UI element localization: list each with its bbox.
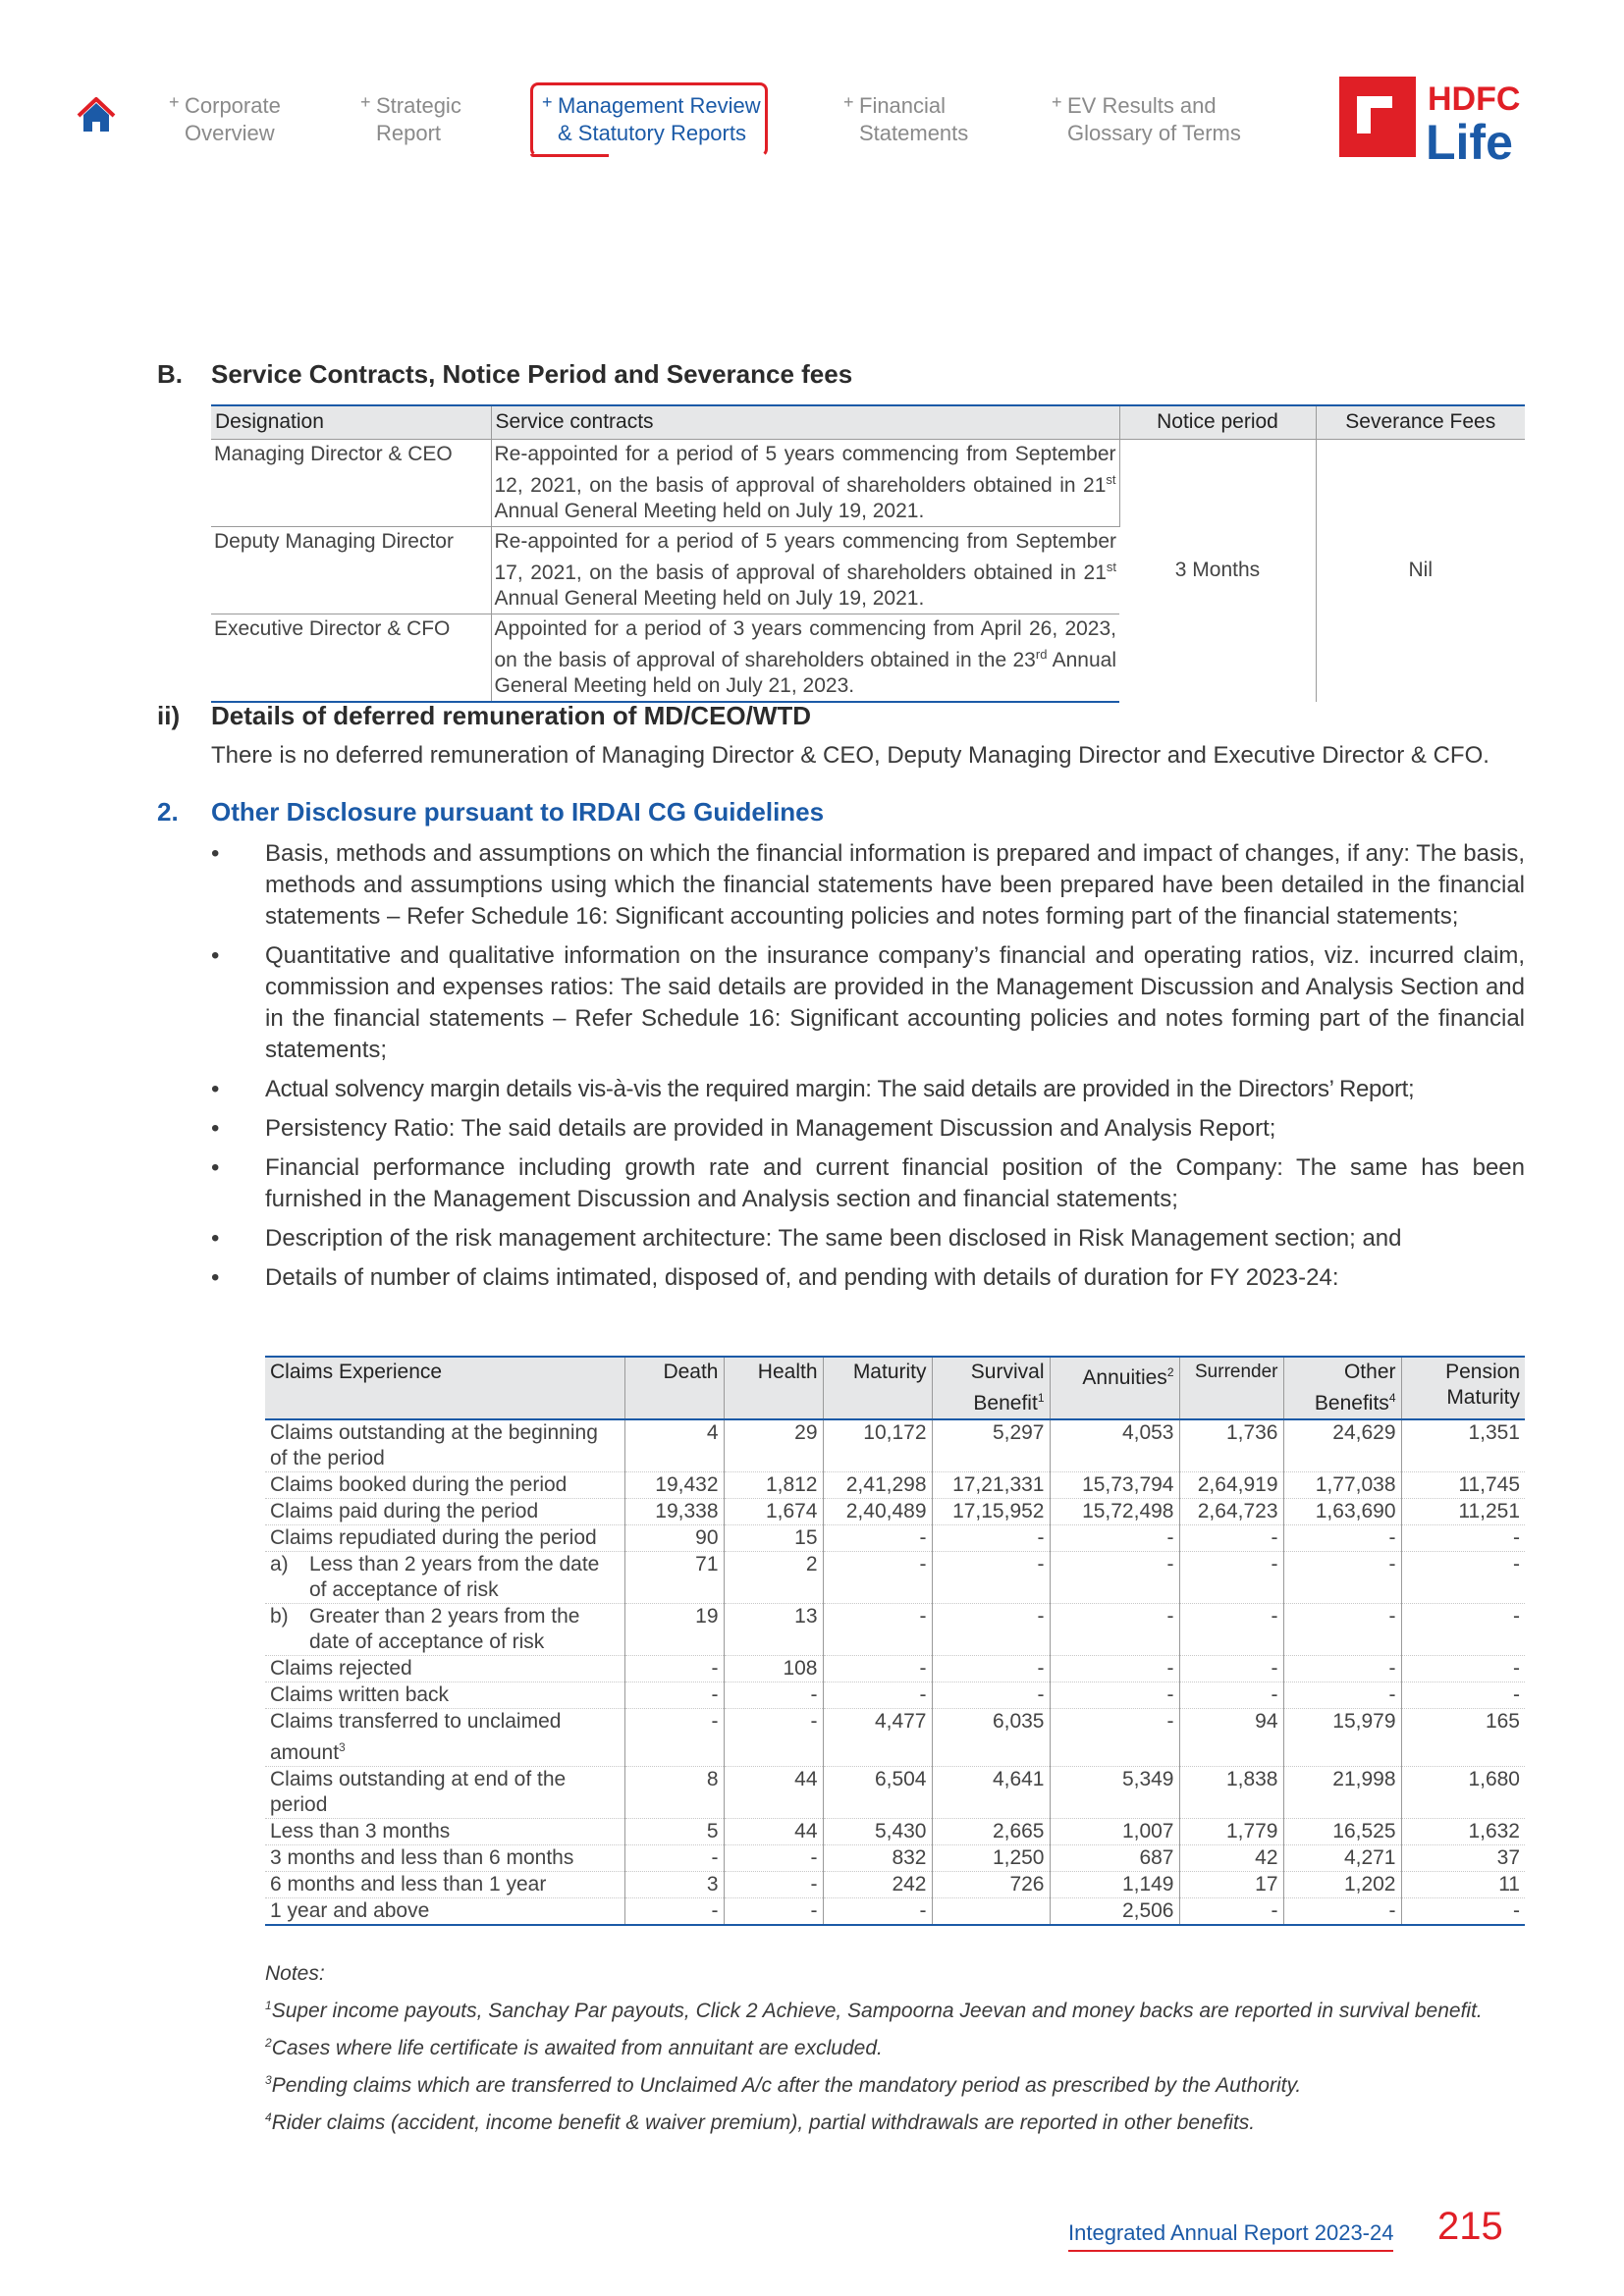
col-claims-experience: Claims Experience — [265, 1357, 624, 1419]
claims-value-cell: 3 — [624, 1872, 724, 1898]
claims-value-cell: 2,64,723 — [1179, 1499, 1283, 1525]
claims-value-cell: 8 — [624, 1767, 724, 1819]
claims-value-cell: - — [823, 1525, 932, 1552]
claims-value-cell — [932, 1898, 1050, 1926]
col-designation: Designation — [211, 405, 491, 439]
claims-value-cell: 37 — [1401, 1845, 1525, 1872]
claims-label-cell: 6 months and less than 1 year — [265, 1872, 624, 1898]
claims-value-cell: 1,202 — [1283, 1872, 1401, 1898]
claims-value-cell: - — [1283, 1552, 1401, 1604]
table-row — [265, 1682, 1525, 1709]
claims-value-cell: - — [1179, 1604, 1283, 1656]
claims-value-cell: 17,15,952 — [932, 1499, 1050, 1525]
disclosure-list — [211, 838, 1525, 1302]
section-ii-heading: ii) Details of deferred remuneration of MD/CEO/WTD — [157, 701, 812, 730]
claims-value-cell: - — [1283, 1682, 1401, 1709]
claims-value-cell: 165 — [1401, 1709, 1525, 1767]
claims-value-cell: - — [724, 1845, 823, 1872]
claims-value-cell: 108 — [724, 1656, 823, 1682]
claims-value-cell: 15,73,794 — [1050, 1472, 1179, 1499]
home-icon[interactable] — [75, 94, 118, 135]
table-row — [265, 1845, 1525, 1872]
claims-value-cell: 11,251 — [1401, 1499, 1525, 1525]
claims-value-cell: - — [1401, 1656, 1525, 1682]
claims-label-cell: 3 months and less than 6 months — [265, 1845, 624, 1872]
claims-value-cell: 1,779 — [1179, 1819, 1283, 1845]
claims-value-cell: - — [1050, 1604, 1179, 1656]
nav-financial-statements[interactable]: + Financial Statements — [859, 92, 968, 147]
claims-value-cell: - — [1050, 1656, 1179, 1682]
claims-value-cell: - — [1283, 1525, 1401, 1552]
plus-icon: + — [360, 92, 371, 112]
plus-icon: + — [843, 92, 854, 112]
note-item: $^1$Super income payouts, Sanchay Par payouts, Click 2 Achieve, Sampoorna Jeevan and money backs are reported in survival benefit. — [265, 1999, 1483, 2022]
claims-label-cell: Less than 3 months — [265, 1819, 624, 1845]
notice-period-cell: 3 Months — [1119, 439, 1316, 702]
table-row — [265, 1767, 1525, 1819]
list-item: • Basis, methods and assumptions on which the financial information is prepared and impact of changes, if any: The basis, methods and assumptions using which the financial statements have been prepared have been detailed in the financial statements – Refer Schedule 16: Significant accounting policies and notes forming part of the financial statements; — [211, 838, 1525, 933]
claims-value-cell: - — [1283, 1604, 1401, 1656]
col-surrender: Surrender — [1179, 1357, 1283, 1419]
note-item: $^4$Rider claims (accident, income benefit & waiver premium), partial withdrawals are reported in other benefits. — [265, 2110, 1256, 2134]
table-row — [265, 1499, 1525, 1525]
claims-value-cell: 19,338 — [624, 1499, 724, 1525]
claims-value-cell: 4,053 — [1050, 1419, 1179, 1472]
claims-value-cell: 2,41,298 — [823, 1472, 932, 1499]
claims-value-cell: - — [823, 1604, 932, 1656]
claims-label-cell: Claims outstanding at the beginning of the period — [265, 1419, 624, 1472]
claims-value-cell: 1,812 — [724, 1472, 823, 1499]
designation-cell: Deputy Managing Director — [211, 526, 491, 614]
col-annuities: Annuities$^2$ — [1050, 1357, 1179, 1419]
claims-value-cell: 6,504 — [823, 1767, 932, 1819]
claims-value-cell: 726 — [932, 1872, 1050, 1898]
claims-value-cell: - — [1179, 1656, 1283, 1682]
table-row — [265, 1552, 1525, 1604]
table-row — [265, 1709, 1525, 1767]
claims-value-cell: - — [1050, 1525, 1179, 1552]
claims-value-cell: 21,998 — [1283, 1767, 1401, 1819]
table-row — [265, 1656, 1525, 1682]
claims-value-cell: - — [932, 1682, 1050, 1709]
claims-value-cell: - — [1283, 1898, 1401, 1926]
claims-value-cell: 19,432 — [624, 1472, 724, 1499]
claims-value-cell: - — [1283, 1656, 1401, 1682]
claims-label-cell: Claims transferred to unclaimed amount$^3$ — [265, 1709, 624, 1767]
logo-hdfc-text: HDFC — [1428, 80, 1521, 118]
claims-value-cell: 4,271 — [1283, 1845, 1401, 1872]
col-other-benefits: Other Benefits$^4$ — [1283, 1357, 1401, 1419]
claims-value-cell: 16,525 — [1283, 1819, 1401, 1845]
claims-value-cell: 44 — [724, 1767, 823, 1819]
claims-value-cell: 11 — [1401, 1872, 1525, 1898]
col-severance-fees: Severance Fees — [1316, 405, 1525, 439]
list-item: • Actual solvency margin details vis-à-vis the required margin: The said details are provided in the Directors’ Report; — [211, 1074, 1525, 1105]
claims-value-cell: 2,506 — [1050, 1898, 1179, 1926]
claims-value-cell: 11,745 — [1401, 1472, 1525, 1499]
claims-value-cell: 1,77,038 — [1283, 1472, 1401, 1499]
nav-strategic-report[interactable]: + Strategic Report — [376, 92, 461, 147]
claims-value-cell: 5,430 — [823, 1819, 932, 1845]
claims-value-cell: 1,736 — [1179, 1419, 1283, 1472]
claims-value-cell: - — [1179, 1552, 1283, 1604]
claims-value-cell: - — [1179, 1898, 1283, 1926]
claims-value-cell: 19 — [624, 1604, 724, 1656]
claims-value-cell: - — [823, 1656, 932, 1682]
designation-cell: Managing Director & CEO — [211, 439, 491, 526]
claims-value-cell: 1,351 — [1401, 1419, 1525, 1472]
claims-value-cell: - — [724, 1872, 823, 1898]
claims-value-cell: 10,172 — [823, 1419, 932, 1472]
table-row — [265, 1604, 1525, 1656]
claims-value-cell: 5,349 — [1050, 1767, 1179, 1819]
claims-value-cell: 90 — [624, 1525, 724, 1552]
claims-value-cell: 2,64,919 — [1179, 1472, 1283, 1499]
report-title: Integrated Annual Report 2023-24 — [1068, 2220, 1393, 2252]
note-item: $^2$Cases where life certificate is awaited from annuitant are excluded. — [265, 2036, 883, 2059]
note-item: $^3$Pending claims which are transferred to Unclaimed A/c after the mandatory period as prescribed by the Authority. — [265, 2073, 1302, 2097]
claims-value-cell: - — [724, 1709, 823, 1767]
claims-value-cell: - — [932, 1604, 1050, 1656]
table-row — [265, 1819, 1525, 1845]
claims-value-cell: - — [1401, 1552, 1525, 1604]
claims-label-cell: a) Less than 2 years from the date of acceptance of risk — [265, 1552, 624, 1604]
claims-value-cell: 1,680 — [1401, 1767, 1525, 1819]
claims-label-cell: Claims booked during the period — [265, 1472, 624, 1499]
claims-value-cell: - — [1401, 1525, 1525, 1552]
claims-value-cell: 29 — [724, 1419, 823, 1472]
claims-value-cell: - — [624, 1709, 724, 1767]
claims-value-cell: 1,149 — [1050, 1872, 1179, 1898]
table-header-row — [211, 405, 1525, 439]
claims-value-cell: 687 — [1050, 1845, 1179, 1872]
section-2-heading: 2. Other Disclosure pursuant to IRDAI CG Guidelines — [157, 797, 825, 827]
claims-value-cell: - — [624, 1682, 724, 1709]
claims-value-cell: 1,250 — [932, 1845, 1050, 1872]
table-row — [265, 1419, 1525, 1472]
list-item: • Persistency Ratio: The said details are provided in Management Discussion and Analysis Report; — [211, 1113, 1525, 1145]
claims-value-cell: - — [823, 1898, 932, 1926]
claims-value-cell: 94 — [1179, 1709, 1283, 1767]
col-maturity: Maturity — [823, 1357, 932, 1419]
col-health: Health — [724, 1357, 823, 1419]
deferred-remuneration-text: There is no deferred remuneration of Managing Director & CEO, Deputy Managing Director and Executive Director & CFO. — [211, 742, 1489, 769]
claims-value-cell: 13 — [724, 1604, 823, 1656]
nav-corporate-overview[interactable]: + Corporate Overview — [185, 92, 281, 147]
logo-life-text: Life — [1426, 115, 1513, 161]
table-row — [265, 1472, 1525, 1499]
table-row — [265, 1898, 1525, 1926]
claims-value-cell: - — [1050, 1709, 1179, 1767]
claims-value-cell: 15,72,498 — [1050, 1499, 1179, 1525]
claims-value-cell: - — [823, 1682, 932, 1709]
notes-section — [265, 1957, 1525, 2139]
claims-value-cell: 1,007 — [1050, 1819, 1179, 1845]
hdfc-life-logo — [1339, 77, 1528, 161]
list-item: • Description of the risk management architecture: The same been disclosed in Risk Management section; and — [211, 1223, 1525, 1255]
claims-value-cell: 5 — [624, 1819, 724, 1845]
claims-value-cell: 17,21,331 — [932, 1472, 1050, 1499]
contract-cell: Re-appointed for a period of 5 years commencing from September 17, 2021, on the basis of approval of shareholders obtained in 21st Annual General Meeting held on July 19, 2021. — [491, 526, 1119, 614]
list-item: • Details of number of claims intimated, disposed of, and pending with details of duration for FY 2023-24: — [211, 1262, 1525, 1294]
claims-label-cell: Claims outstanding at end of the period — [265, 1767, 624, 1819]
service-contracts-table — [211, 404, 1525, 703]
claims-value-cell: 42 — [1179, 1845, 1283, 1872]
claims-value-cell: 6,035 — [932, 1709, 1050, 1767]
claims-value-cell: - — [724, 1898, 823, 1926]
claims-value-cell: - — [1179, 1525, 1283, 1552]
claims-value-cell: - — [1401, 1898, 1525, 1926]
severance-fees-cell: Nil — [1316, 439, 1525, 702]
section-b-heading: B. Service Contracts, Notice Period and Severance fees — [157, 359, 853, 389]
plus-icon: + — [542, 92, 553, 112]
claims-value-cell: 15 — [724, 1525, 823, 1552]
page-number: 215 — [1437, 2205, 1503, 2248]
col-survival-benefit: Survival Benefit$^1$ — [932, 1357, 1050, 1419]
designation-cell: Executive Director & CFO — [211, 614, 491, 702]
claims-label-cell: b) Greater than 2 years from the date of acceptance of risk — [265, 1604, 624, 1656]
claims-value-cell: 2 — [724, 1552, 823, 1604]
plus-icon: + — [169, 92, 180, 112]
claims-value-cell: - — [724, 1682, 823, 1709]
table-header-row — [265, 1357, 1525, 1419]
claims-value-cell: - — [932, 1525, 1050, 1552]
claims-value-cell: - — [1050, 1682, 1179, 1709]
claims-label-cell: Claims repudiated during the period — [265, 1525, 624, 1552]
claims-value-cell: 1,838 — [1179, 1767, 1283, 1819]
table-row — [211, 439, 1525, 526]
claims-value-cell: 24,629 — [1283, 1419, 1401, 1472]
claims-value-cell: 15,979 — [1283, 1709, 1401, 1767]
claims-value-cell: 44 — [724, 1819, 823, 1845]
claims-value-cell: 71 — [624, 1552, 724, 1604]
claims-value-cell: 242 — [823, 1872, 932, 1898]
claims-value-cell: - — [1401, 1682, 1525, 1709]
claims-value-cell: - — [932, 1552, 1050, 1604]
list-item: • Quantitative and qualitative information on the insurance company’s financial and operating ratios, viz. incurred claim, commission and expenses ratios: The said details are provided in the Management Discussion and Analysis Section and in the financial statements – Refer Schedule 16: Significant accounting policies and notes forming part of the financial statements; — [211, 940, 1525, 1066]
claims-value-cell: - — [932, 1656, 1050, 1682]
claims-value-cell: 1,632 — [1401, 1819, 1525, 1845]
claims-value-cell: - — [1179, 1682, 1283, 1709]
col-pension-maturity: Pension Maturity — [1401, 1357, 1525, 1419]
contract-cell: Re-appointed for a period of 5 years commencing from September 12, 2021, on the basis of approval of shareholders obtained in 21st Annual General Meeting held on July 19, 2021. — [491, 439, 1119, 526]
claims-label-cell: Claims rejected — [265, 1656, 624, 1682]
claims-value-cell: - — [624, 1656, 724, 1682]
claims-value-cell: 2,665 — [932, 1819, 1050, 1845]
claims-value-cell: 4,477 — [823, 1709, 932, 1767]
notes-title: Notes: — [265, 1962, 325, 1985]
claims-value-cell: 17 — [1179, 1872, 1283, 1898]
claims-value-cell: - — [1050, 1552, 1179, 1604]
table-row — [265, 1525, 1525, 1552]
nav-management-review[interactable]: + Management Review & Statutory Reports — [558, 92, 761, 147]
nav-ev-results[interactable]: + EV Results and Glossary of Terms — [1067, 92, 1241, 147]
contract-cell: Appointed for a period of 3 years commencing from April 26, 2023, on the basis of approval of shareholders obtained in the 23rd Annual General Meeting held on July 21, 2023. — [491, 614, 1119, 702]
col-death: Death — [624, 1357, 724, 1419]
claims-value-cell: - — [823, 1552, 932, 1604]
claims-value-cell: - — [624, 1845, 724, 1872]
claims-value-cell: - — [1401, 1604, 1525, 1656]
claims-label-cell: 1 year and above — [265, 1898, 624, 1926]
col-notice-period: Notice period — [1119, 405, 1316, 439]
list-item: • Financial performance including growth rate and current financial position of the Company: The same has been furnished in the Management Discussion and Analysis section and financial statements; — [211, 1152, 1525, 1215]
claims-value-cell: 1,63,690 — [1283, 1499, 1401, 1525]
col-service-contracts: Service contracts — [491, 405, 1119, 439]
table-row — [265, 1872, 1525, 1898]
claims-value-cell: 4 — [624, 1419, 724, 1472]
claims-value-cell: 1,674 — [724, 1499, 823, 1525]
claims-label-cell: Claims paid during the period — [265, 1499, 624, 1525]
claims-value-cell: 2,40,489 — [823, 1499, 932, 1525]
claims-value-cell: 5,297 — [932, 1419, 1050, 1472]
claims-value-cell: 4,641 — [932, 1767, 1050, 1819]
plus-icon: + — [1052, 92, 1062, 112]
claims-value-cell: - — [624, 1898, 724, 1926]
claims-experience-table — [265, 1356, 1525, 1926]
claims-value-cell: 832 — [823, 1845, 932, 1872]
claims-label-cell: Claims written back — [265, 1682, 624, 1709]
